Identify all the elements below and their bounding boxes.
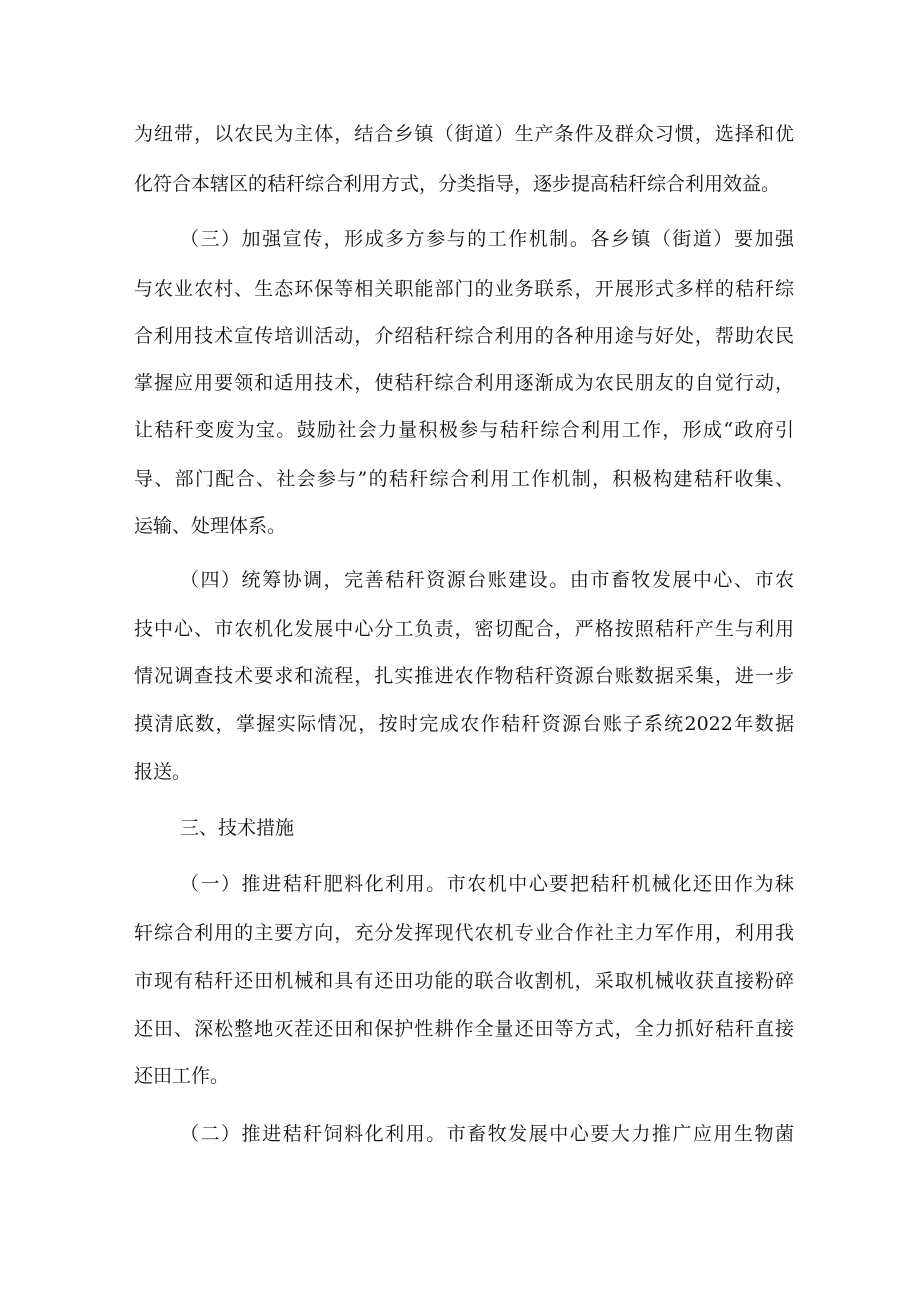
text-line: （一）推进秸秆肥料化利用。市农机中心要把秸秆机械化还田作为秣	[180, 873, 794, 895]
text-line: 合利用技术宣传培训活动，介绍秸秆综合利用的各种用途与好处，帮助农民	[134, 325, 794, 347]
text-line: 还田、深松整地灭茬还田和保护性耕作全量还田等方式，全力抓好秸秆直接	[134, 1018, 794, 1040]
text-line: 轩综合利用的主要方向，充分发挥现代农机专业合作社主力军作用，利用我	[134, 922, 794, 944]
text-line: 还田工作。	[134, 1065, 230, 1087]
text-line: 化符合本辖区的秸秆综合利用方式，分类指导，逐步提高秸秆综合利用效益。	[134, 173, 781, 195]
text-line: 市现有秸秆还田机械和具有还田功能的联合收割机，采取机械收获直接粉碎	[134, 970, 794, 992]
text-line: 与农业农村、生态环保等相关职能部门的业务联系，开展形式多样的秸秆综	[134, 278, 794, 300]
text-line: 摸清底数，掌握实际情况，按时完成农作秸秆资源台账子系统2022年数据	[134, 713, 794, 735]
text-line: 报送。	[134, 761, 192, 783]
text-line: 掌握应用要领和适用技术，使秸秆综合利用逐渐成为农民朋友的自觉行动，	[134, 372, 794, 394]
text-line: （三）加强宣传，形成多方参与的工作机制。各乡镇（街道）要加强	[180, 228, 794, 250]
text-line: 情况调查技术要求和流程，扎实推进农作物秸秆资源台账数据采集，进一步	[134, 665, 794, 687]
text-line: 让秸秆变废为宝。鼓励社会力量积极参与秸秆综合利用工作，形成“政府引	[134, 419, 794, 441]
text-line: 导、部门配合、社会参与”的秸秆综合利用工作机制，积极构建秸秆收集、	[134, 468, 794, 490]
text-line: 为纽带，以农民为主体，结合乡镇（街道）生产条件及群众习惯，选择和优	[134, 123, 794, 145]
text-line: （二）推进秸秆饲料化利用。市畜牧发展中心要大力推广应用生物菌	[180, 1123, 794, 1145]
text-line: 运输、处理体系。	[134, 515, 287, 537]
text-line: （四）统筹协调，完善秸秆资源台账建设。由市畜牧发展中心、市农	[180, 569, 794, 591]
text-line: 技中心、市农机化发展中心分工负责，密切配合，严格按照秸秆产生与利用	[134, 618, 794, 640]
section-heading: 三、技术措施	[180, 817, 295, 839]
